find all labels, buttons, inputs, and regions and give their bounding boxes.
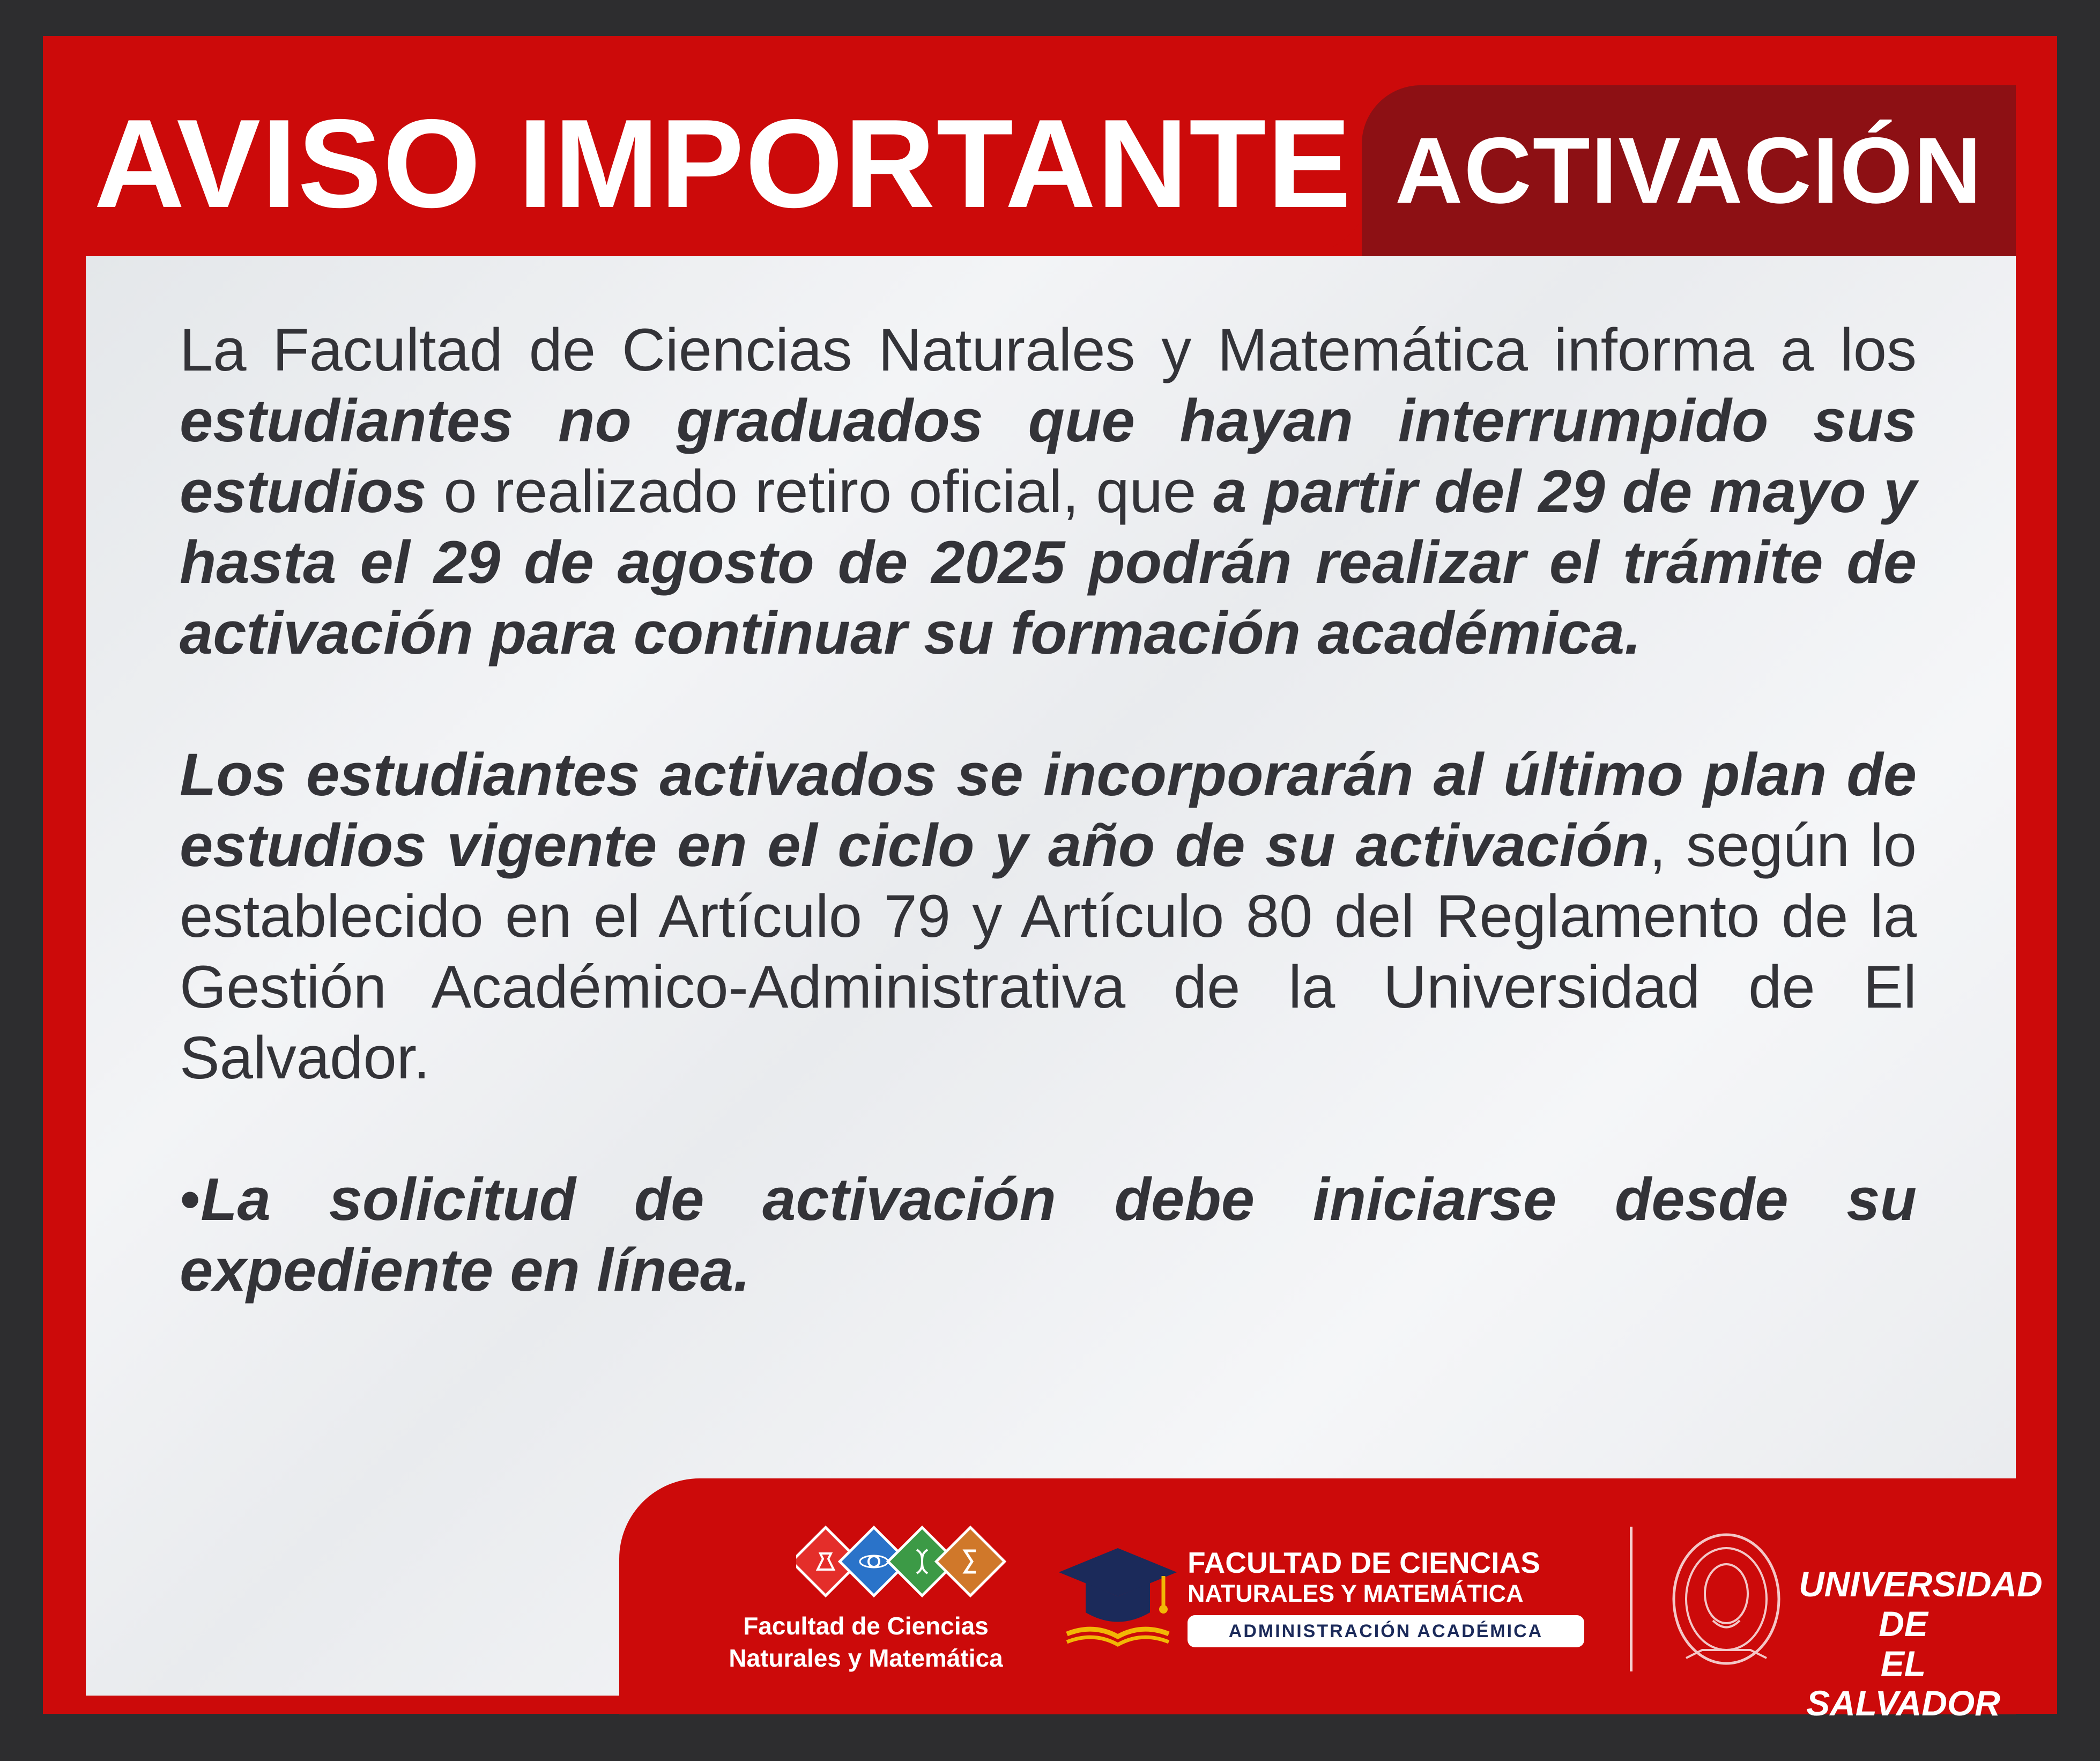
paragraph-1-text-a: La Facultad de Ciencias Naturales y Matemática informa a los — [180, 316, 1917, 383]
paragraph-1-emphasis-d: a partir del 29 de mayo y hasta el 29 de agosto de 2025 podrán realizar el trámite de activación para continuar su formación académica. — [180, 458, 1917, 667]
paragraph-2 — [180, 739, 1917, 1093]
activation-tab-label: ACTIVACIÓN — [1395, 118, 1983, 223]
admin-logo-line-2: NATURALES Y MATEMÁTICA — [1188, 1580, 1524, 1607]
admin-logo-line-1: FACULTAD DE CIENCIAS — [1188, 1546, 1540, 1579]
faculty-logo-line-2: Naturales y Matemática — [729, 1644, 1003, 1672]
university-name — [1799, 1564, 2043, 1723]
paragraph-3 — [180, 1164, 1917, 1306]
faculty-logo-line-1: Facultad de Ciencias — [743, 1612, 989, 1640]
paragraph-3-emphasis: La solicitud de activación debe iniciarse desde su expediente en línea. — [180, 1166, 1917, 1304]
paragraph-2-emphasis-a: Los estudiantes activados se incorporarán al último plan de estudios vigente en el ciclo y año de su activación — [180, 741, 1917, 879]
notice-body — [180, 315, 1917, 1306]
university-name-line-1: UNIVERSIDAD DE — [1799, 1564, 2043, 1644]
four-colored-diamonds-icon — [796, 1524, 1011, 1599]
notice-frame — [43, 36, 2057, 1723]
paragraph-1 — [180, 315, 1917, 669]
page-title: AVISO IMPORTANTE — [94, 93, 1353, 234]
footer-banner — [619, 1478, 2043, 1723]
activation-tab — [1362, 85, 2016, 256]
bullet-icon: • — [180, 1166, 201, 1233]
university-name-line-2: EL SALVADOR — [1806, 1644, 2000, 1723]
graduation-cap-book-icon — [1056, 1543, 1179, 1650]
paragraph-1-text-c: o realizado retiro oficial, que — [426, 458, 1214, 525]
faculty-logo-caption — [694, 1610, 1037, 1674]
header-banner — [43, 36, 1372, 256]
paragraph-2-text-b: , según lo establecido en el Artículo 79 y Artículo 80 del Reglamento de la Gestión Académico-Administrativa de la Universidad de El Salvador. — [180, 812, 1917, 1091]
footer-divider — [1630, 1527, 1632, 1671]
university-seal-icon — [1670, 1529, 1783, 1674]
admin-logo-badge: ADMINISTRACIÓN ACADÉMICA — [1188, 1615, 1584, 1647]
paragraph-1-emphasis-b: estudiantes no graduados que hayan interrumpido sus estudios — [180, 387, 1917, 525]
